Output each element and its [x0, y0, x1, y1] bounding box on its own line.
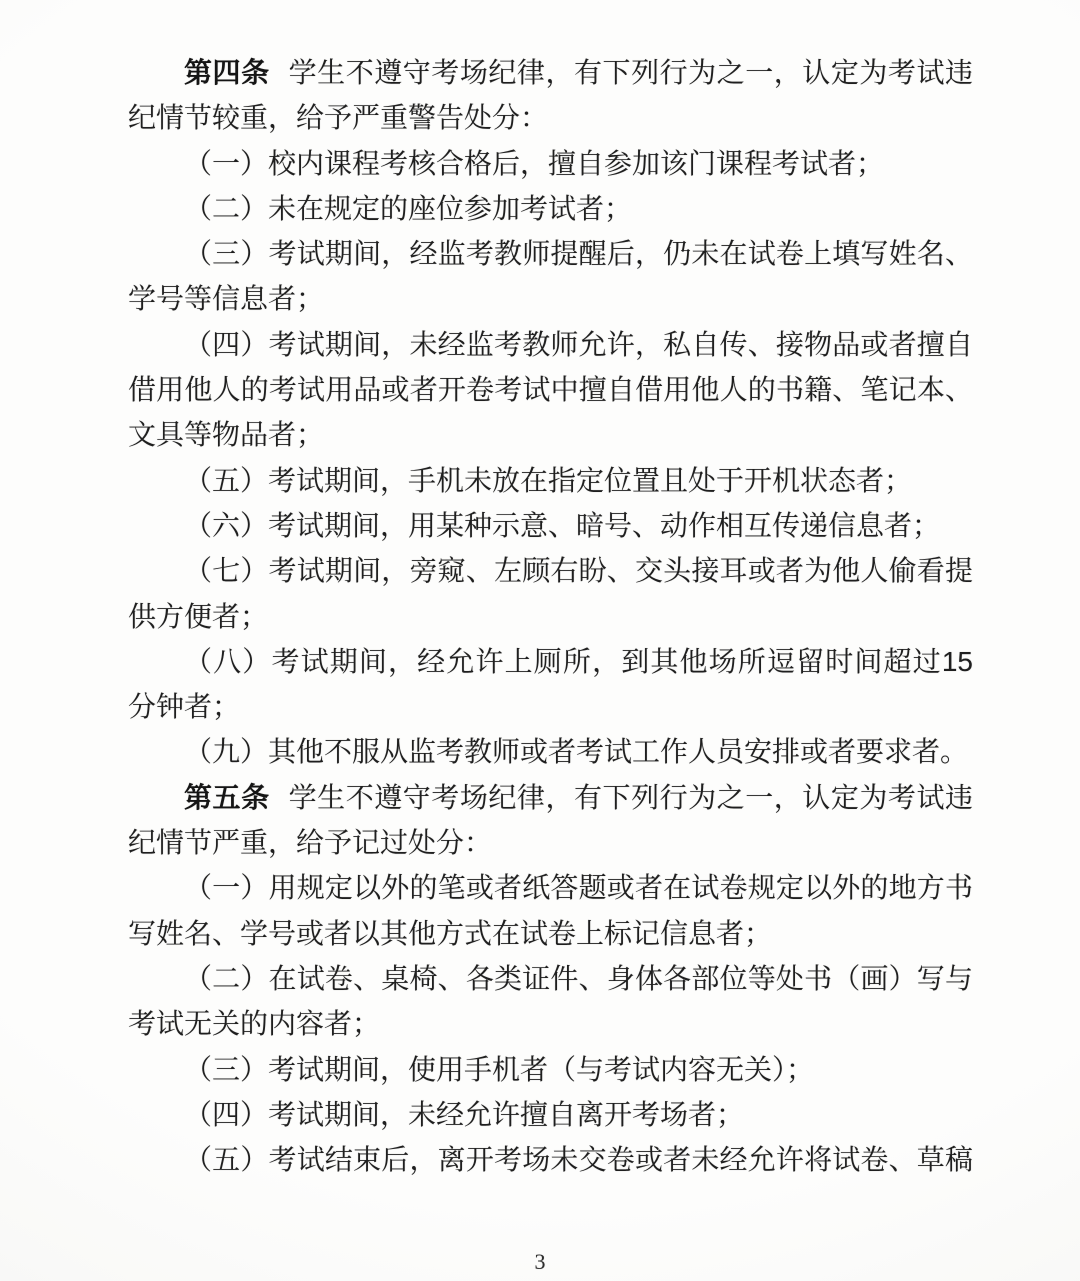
text-line: [128, 684, 973, 729]
line-text: （一）用规定以外的笔或者纸答题或者在试卷规定以外的地方书: [184, 872, 973, 904]
line-text: 供方便者；: [128, 600, 269, 632]
line-text: （五）考试期间，手机未放在指定位置且处于开机状态者；: [184, 464, 913, 496]
text-line: [128, 367, 973, 412]
line-text: 纪情节严重，给予记过处分：: [128, 827, 493, 859]
text-line: [128, 1092, 973, 1137]
line-text: （一）校内课程考核合格后，擅自参加该门课程考试者；: [184, 147, 885, 179]
line-text: （三）考试期间，使用手机者（与考试内容无关）；: [184, 1053, 815, 1085]
text-line: [128, 956, 973, 1001]
text-line: [128, 639, 973, 684]
line-text: 学生不遵守考场纪律，有下列行为之一，认定为考试违: [288, 57, 973, 88]
line-text: （九）其他不服从监考教师或者考试工作人员安排或者要求者。: [184, 736, 969, 768]
line-text: 文具等物品者；: [128, 419, 325, 451]
line-text: 借用他人的考试用品或者开卷考试中擅自借用他人的书籍、笔记本、: [128, 374, 973, 406]
line-text: （七）考试期间，旁窥、左顾右盼、交头接耳或者为他人偷看提: [184, 555, 973, 587]
line-text: （四）考试期间，未经监考教师允许，私自传、接物品或者擅自: [184, 328, 973, 360]
text-line: [128, 820, 973, 865]
line-text: 学生不遵守考场纪律，有下列行为之一，认定为考试违: [288, 781, 973, 813]
text-line: [128, 775, 973, 820]
article-number: 第四条: [184, 57, 270, 88]
text-line: [128, 1137, 973, 1182]
text-line: [128, 95, 973, 140]
text-line: [128, 548, 973, 593]
text-line: [128, 865, 973, 910]
line-text: （八）考试期间，经允许上厕所，到其他场所逗留时间超过15: [184, 645, 973, 677]
line-text: 纪情节较重，给予严重警告处分：: [128, 102, 549, 134]
page-number: 3: [534, 1249, 546, 1274]
article-number: 第五条: [184, 781, 270, 813]
line-text: （五）考试结束后，离开考场未交卷或者未经允许将试卷、草稿: [184, 1144, 973, 1176]
text-line: [128, 412, 973, 457]
text-line: [128, 231, 973, 276]
line-text: （二）在试卷、桌椅、各类证件、身体各部位等处书（画）写与: [184, 962, 973, 994]
text-line: [128, 1047, 973, 1092]
line-text: （三）考试期间，经监考教师提醒后，仍未在试卷上填写姓名、: [184, 238, 973, 270]
text-line: [128, 594, 973, 639]
text-line: [128, 1001, 973, 1046]
text-line: [128, 458, 973, 503]
line-text: 学号等信息者；: [128, 283, 325, 315]
text-line: [128, 186, 973, 231]
text-line: [128, 322, 973, 367]
text-line: [128, 141, 973, 186]
line-text: 写姓名、学号或者以其他方式在试卷上标记信息者；: [128, 917, 773, 949]
text-line: [128, 729, 973, 774]
line-text: （二）未在规定的座位参加考试者；: [184, 192, 633, 224]
line-text: 分钟者；: [128, 691, 241, 723]
line-text: 考试无关的内容者；: [128, 1008, 381, 1040]
text-line: [128, 50, 973, 95]
text-line: [128, 911, 973, 956]
line-text: （六）考试期间，用某种示意、暗号、动作相互传递信息者；: [184, 509, 941, 541]
text-line: [128, 276, 973, 321]
line-text: （四）考试期间，未经允许擅自离开考场者；: [184, 1098, 745, 1130]
text-line: [128, 503, 973, 548]
